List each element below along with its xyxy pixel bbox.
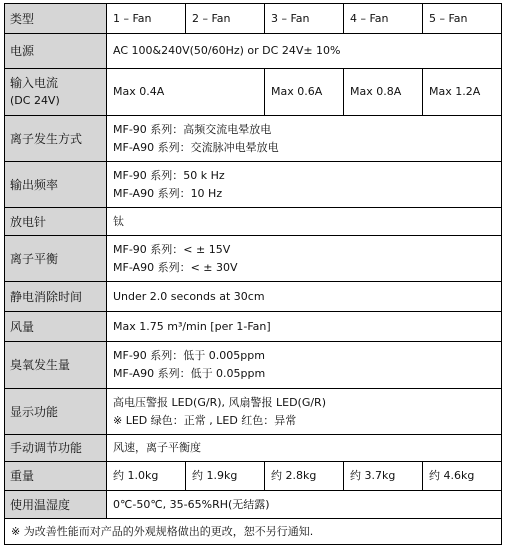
weight-cell-5: 约 4.6kg xyxy=(423,462,502,491)
manual-label: 手动调节功能 xyxy=(5,435,107,462)
type-cell-1: 1 – Fan xyxy=(107,4,186,34)
current-cell-4: Max 0.8A xyxy=(344,69,423,116)
row-ion-method xyxy=(5,116,502,162)
ion-method-label: 离子发生方式 xyxy=(5,116,107,162)
display-label: 显示功能 xyxy=(5,389,107,435)
current-cell-5: Max 1.2A xyxy=(423,69,502,116)
row-display xyxy=(5,389,502,435)
row-power xyxy=(5,34,502,69)
display-line2: ※ LED 绿色：正常 , LED 红色：异常 xyxy=(113,413,297,427)
row-manual xyxy=(5,435,502,462)
footnote: ※ 为改善性能而对产品的外观规格做出的更改，恕不另行通知. xyxy=(5,519,502,545)
airflow-value: Max 1.75 m³/min [per 1-Fan] xyxy=(107,312,502,342)
weight-cell-1: 约 1.0kg xyxy=(107,462,186,491)
balance-value xyxy=(107,236,502,282)
row-ozone xyxy=(5,342,502,389)
display-line1: 高电压警报 LED(G/R), 风扇警报 LED(G/R) xyxy=(113,395,326,409)
decay-value: Under 2.0 seconds at 30cm xyxy=(107,282,502,312)
frequency-label: 输出频率 xyxy=(5,162,107,208)
row-weight xyxy=(5,462,502,491)
ozone-line1: MF-90 系列：低于 0.005ppm xyxy=(113,349,265,362)
ozone-line2: MF-A90 系列：低于 0.05ppm xyxy=(113,367,266,380)
frequency-line1: MF-90 系列：50 k Hz xyxy=(113,168,225,182)
row-needle xyxy=(5,208,502,236)
row-balance xyxy=(5,236,502,282)
balance-line1: MF-90 系列：< ± 15V xyxy=(113,242,231,256)
display-value xyxy=(107,389,502,435)
ozone-value xyxy=(107,342,502,389)
airflow-label: 风量 xyxy=(5,312,107,342)
type-cell-3: 3 – Fan xyxy=(265,4,344,34)
environment-label: 使用温湿度 xyxy=(5,491,107,519)
frequency-value xyxy=(107,162,502,208)
current-label: 输入电流 xyxy=(10,76,59,90)
weight-cell-2: 约 1.9kg xyxy=(186,462,265,491)
row-frequency xyxy=(5,162,502,208)
current-cell-1-2: Max 0.4A xyxy=(107,69,265,116)
needle-value: 钛 xyxy=(107,208,502,236)
power-label: 电源 xyxy=(5,34,107,69)
current-label-cell xyxy=(5,69,107,116)
manual-value: 风速，离子平衡度 xyxy=(107,435,502,462)
type-label: 类型 xyxy=(5,4,107,34)
weight-cell-4: 约 3.7kg xyxy=(344,462,423,491)
balance-line2: MF-A90 系列：< ± 30V xyxy=(113,260,238,274)
weight-cell-3: 约 2.8kg xyxy=(265,462,344,491)
current-cell-3: Max 0.6A xyxy=(265,69,344,116)
row-decay xyxy=(5,282,502,312)
row-footnote xyxy=(5,519,502,545)
row-airflow xyxy=(5,312,502,342)
weight-label: 重量 xyxy=(5,462,107,491)
ion-method-value xyxy=(107,116,502,162)
type-cell-5: 5 – Fan xyxy=(423,4,502,34)
ozone-label: 臭氧发生量 xyxy=(5,342,107,389)
environment-value: 0℃-50℃, 35-65%RH(无结露) xyxy=(107,491,502,519)
needle-label: 放电针 xyxy=(5,208,107,236)
row-environment xyxy=(5,491,502,519)
decay-label: 静电消除时间 xyxy=(5,282,107,312)
row-current xyxy=(5,69,502,116)
type-cell-4: 4 – Fan xyxy=(344,4,423,34)
type-cell-2: 2 – Fan xyxy=(186,4,265,34)
power-value: AC 100&240V(50/60Hz) or DC 24V± 10% xyxy=(107,34,502,69)
row-type xyxy=(5,4,502,34)
balance-label: 离子平衡 xyxy=(5,236,107,282)
spec-table xyxy=(4,3,502,545)
frequency-line2: MF-A90 系列：10 Hz xyxy=(113,186,223,200)
ion-method-line2: MF-A90 系列：交流脉冲电晕放电 xyxy=(113,140,279,154)
ion-method-line1: MF-90 系列：高频交流电晕放电 xyxy=(113,122,272,136)
current-sublabel: (DC 24V) xyxy=(10,94,60,107)
